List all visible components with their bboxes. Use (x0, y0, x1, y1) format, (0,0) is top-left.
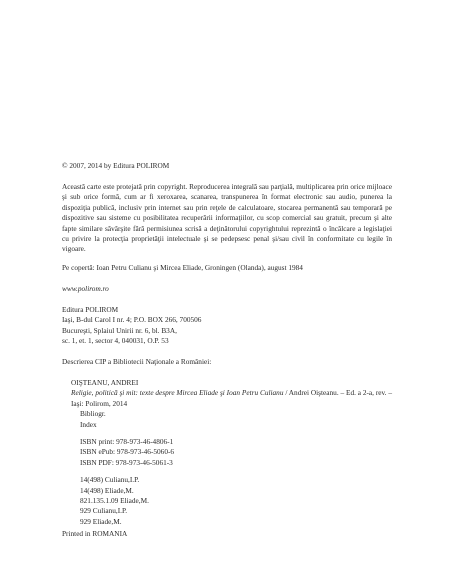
cip-author: OIŞTEANU, ANDREI (71, 378, 139, 387)
cip-reference (62, 388, 392, 409)
cip-classification: 821.135.1.09 Eliade,M. (80, 496, 149, 506)
cip-note: Bibliogr. (80, 409, 106, 419)
publisher-address-line: Iaşi, B-dul Carol I nr. 4; P.O. BOX 266, 700506 (62, 315, 202, 325)
printed-in: Printed in ROMANIA (62, 529, 128, 538)
cip-classification: 14(498) Culianu,I.P. (80, 475, 140, 485)
cip-isbn: ISBN print: 978-973-46-4806-1 (80, 437, 174, 447)
cip-classification: 14(498) Eliade,M. (80, 485, 134, 495)
cip-note: Index (80, 419, 97, 429)
cip-classification: 929 Culianu,I.P. (80, 506, 128, 516)
website-link: www.polirom.ro (62, 284, 109, 293)
copyright-notice: Această carte este protejată prin copyright. Reproducerea integrală sau parţială, multiplicarea prin orice mijloace şi sub orice formă, cum ar fi xeroxarea, scanarea, transpunerea în format electronic sau audio, punerea la dispoziţia publică, inclusiv prin internet sau prin reţele de calculatoare, stocarea permanentă sau temporară pe dispozitive sau sisteme cu posibilitatea recuperării informaţiilor, cu scop comercial sau gratuit, precum şi alte fapte similare săvârşite fără permisiunea scrisă a deţinătorului copyrightului reprezintă o încălcare a legislaţiei cu privire la protecţia proprietăţii intelectuale şi se pedepsesc penal şi/sau civil în conformitate cu legile în vigoare. (62, 182, 392, 254)
cip-heading: Descrierea CIP a Bibliotecii Naţionale a României: (62, 357, 212, 366)
publisher-address-line: Bucureşti, Splaiul Unirii nr. 6, bl. B3A, (62, 325, 177, 335)
cover-credit: Pe copertă: Ioan Petru Culianu şi Mircea Eliade, Groningen (Olanda), august 1984 (62, 263, 303, 272)
publisher-info (62, 305, 392, 347)
cip-isbn: ISBN PDF: 978-973-46-5061-3 (80, 457, 173, 467)
copyright-line: © 2007, 2014 by Editura POLIROM (62, 161, 170, 170)
cip-classification: 929 Eliade,M. (80, 516, 122, 526)
cip-record (62, 378, 392, 527)
cip-isbn: ISBN ePub: 978-973-46-5060-6 (80, 447, 175, 457)
cip-book-title: Religie, politică şi mit: texte despre Mircea Eliade şi Ioan Petru Culianu (71, 388, 284, 398)
publisher-address-line: sc. 1, et. 1, sector 4, 040031, O.P. 53 (62, 336, 169, 346)
publisher-name: Editura POLIROM (62, 305, 119, 314)
cip-edition-info: / Andrei Oişteanu. – Ed. a 2-a, rev. – Iaşi: Polirom, 2014 (71, 388, 392, 408)
